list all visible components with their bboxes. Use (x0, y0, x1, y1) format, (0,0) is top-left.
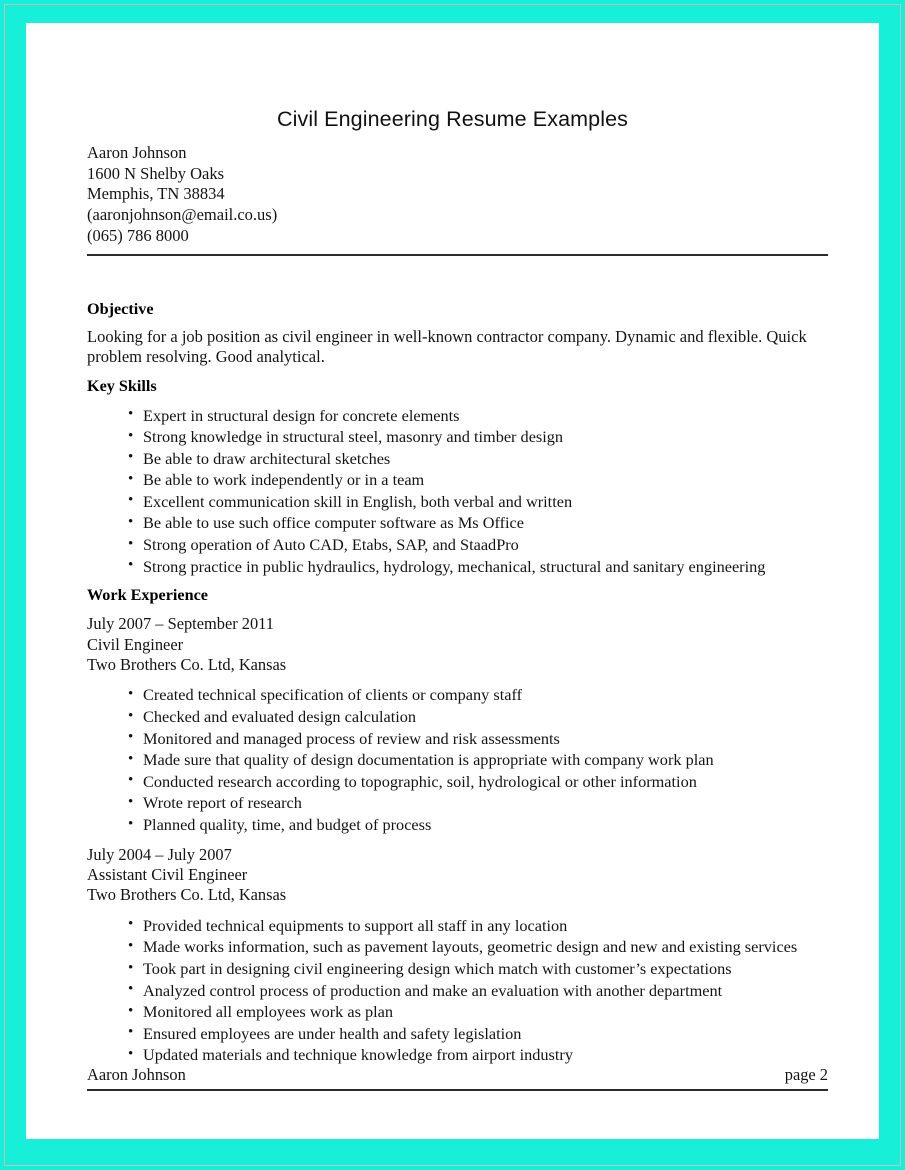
contact-phone: (065) 786 8000 (87, 225, 189, 245)
list-item: • Checked and evaluated design calculation (87, 706, 829, 728)
list-item: • Strong knowledge in structural steel, masonry and timber design (87, 426, 829, 448)
list-item: • Planned quality, time, and budget of process (87, 814, 829, 836)
spacer (87, 605, 829, 614)
section-heading-work-experience: Work Experience (87, 586, 208, 605)
list-item: • Monitored all employees work as plan (87, 1001, 829, 1023)
list-item: • Conducted research according to topographic, soil, hydrological or other information (87, 771, 829, 793)
list-item: • Monitored and managed process of review and risk assessments (87, 728, 829, 750)
objective-text: Looking for a job position as civil engineer in well-known contractor company. Dynamic and flexible. Quick problem resolving. Good analytical. (87, 326, 807, 367)
resume-content (87, 143, 829, 1066)
list-item: • Expert in structural design for concrete elements (87, 405, 829, 427)
job-company: Two Brothers Co. Ltd, Kansas (87, 885, 287, 905)
section-heading-key-skills: Key Skills (87, 376, 157, 395)
job-dates: July 2007 – September 2011 (87, 614, 274, 634)
spacer (87, 675, 829, 684)
list-item: • Made sure that quality of design documentation is appropriate with company work plan (87, 749, 829, 771)
contact-city-state-zip: Memphis, TN 38834 (87, 184, 225, 204)
key-skills-list (87, 405, 829, 578)
list-item: • Analyzed control process of production and make an evaluation with another department (87, 980, 829, 1002)
list-item: • Excellent communication skill in English, both verbal and written (87, 491, 829, 513)
page-frame-inner (4, 4, 901, 1166)
spacer (87, 906, 829, 915)
contact-street: 1600 N Shelby Oaks (87, 163, 225, 183)
footer-page-number: page 2 (784, 1065, 828, 1084)
job-entry-header (87, 614, 829, 675)
job-role: Assistant Civil Engineer (87, 865, 248, 885)
spacer (87, 577, 829, 586)
list-item: • Took part in designing civil engineering design which match with customer’s expectations (87, 958, 829, 980)
job-duties-list (87, 684, 829, 835)
list-item: • Created technical specification of clients or company staff (87, 684, 829, 706)
list-item: • Be able to draw architectural sketches (87, 448, 829, 470)
section-heading-objective: Objective (87, 299, 154, 318)
resume-paper (26, 23, 879, 1139)
list-item: • Wrote report of research (87, 792, 829, 814)
page-title: Civil Engineering Resume Examples (276, 107, 629, 131)
list-item: • Made works information, such as pavement layouts, geometric design and new and existing services (87, 936, 829, 958)
list-item: • Be able to use such office computer software as Ms Office (87, 512, 829, 534)
contact-block (87, 143, 829, 247)
page-footer (87, 1065, 828, 1091)
job-entry-header (87, 845, 829, 906)
contact-email: (aaronjohnson@email.co.us) (87, 205, 278, 225)
spacer (87, 256, 829, 300)
list-item: • Provided technical equipments to support all staff in any location (87, 915, 829, 937)
job-dates: July 2004 – July 2007 (87, 844, 232, 864)
job-duties-list (87, 915, 829, 1066)
list-item: • Updated materials and technique knowledge from airport industry (87, 1044, 829, 1066)
footer-row (87, 1065, 828, 1085)
spacer (87, 396, 829, 405)
footer-divider (87, 1089, 828, 1091)
spacer (87, 836, 829, 845)
list-item: • Strong practice in public hydraulics, hydrology, mechanical, structural and sanitary engineering (87, 556, 829, 578)
list-item: • Ensured employees are under health and safety legislation (87, 1023, 829, 1045)
list-item: • Strong operation of Auto CAD, Etabs, SAP, and StaadPro (87, 534, 829, 556)
resume-document (26, 23, 879, 1139)
footer-name: Aaron Johnson (87, 1065, 186, 1084)
contact-name: Aaron Johnson (87, 143, 187, 162)
job-company: Two Brothers Co. Ltd, Kansas (87, 655, 287, 675)
spacer (87, 368, 829, 377)
list-item: • Be able to work independently or in a team (87, 469, 829, 491)
job-role: Civil Engineer (87, 634, 184, 654)
